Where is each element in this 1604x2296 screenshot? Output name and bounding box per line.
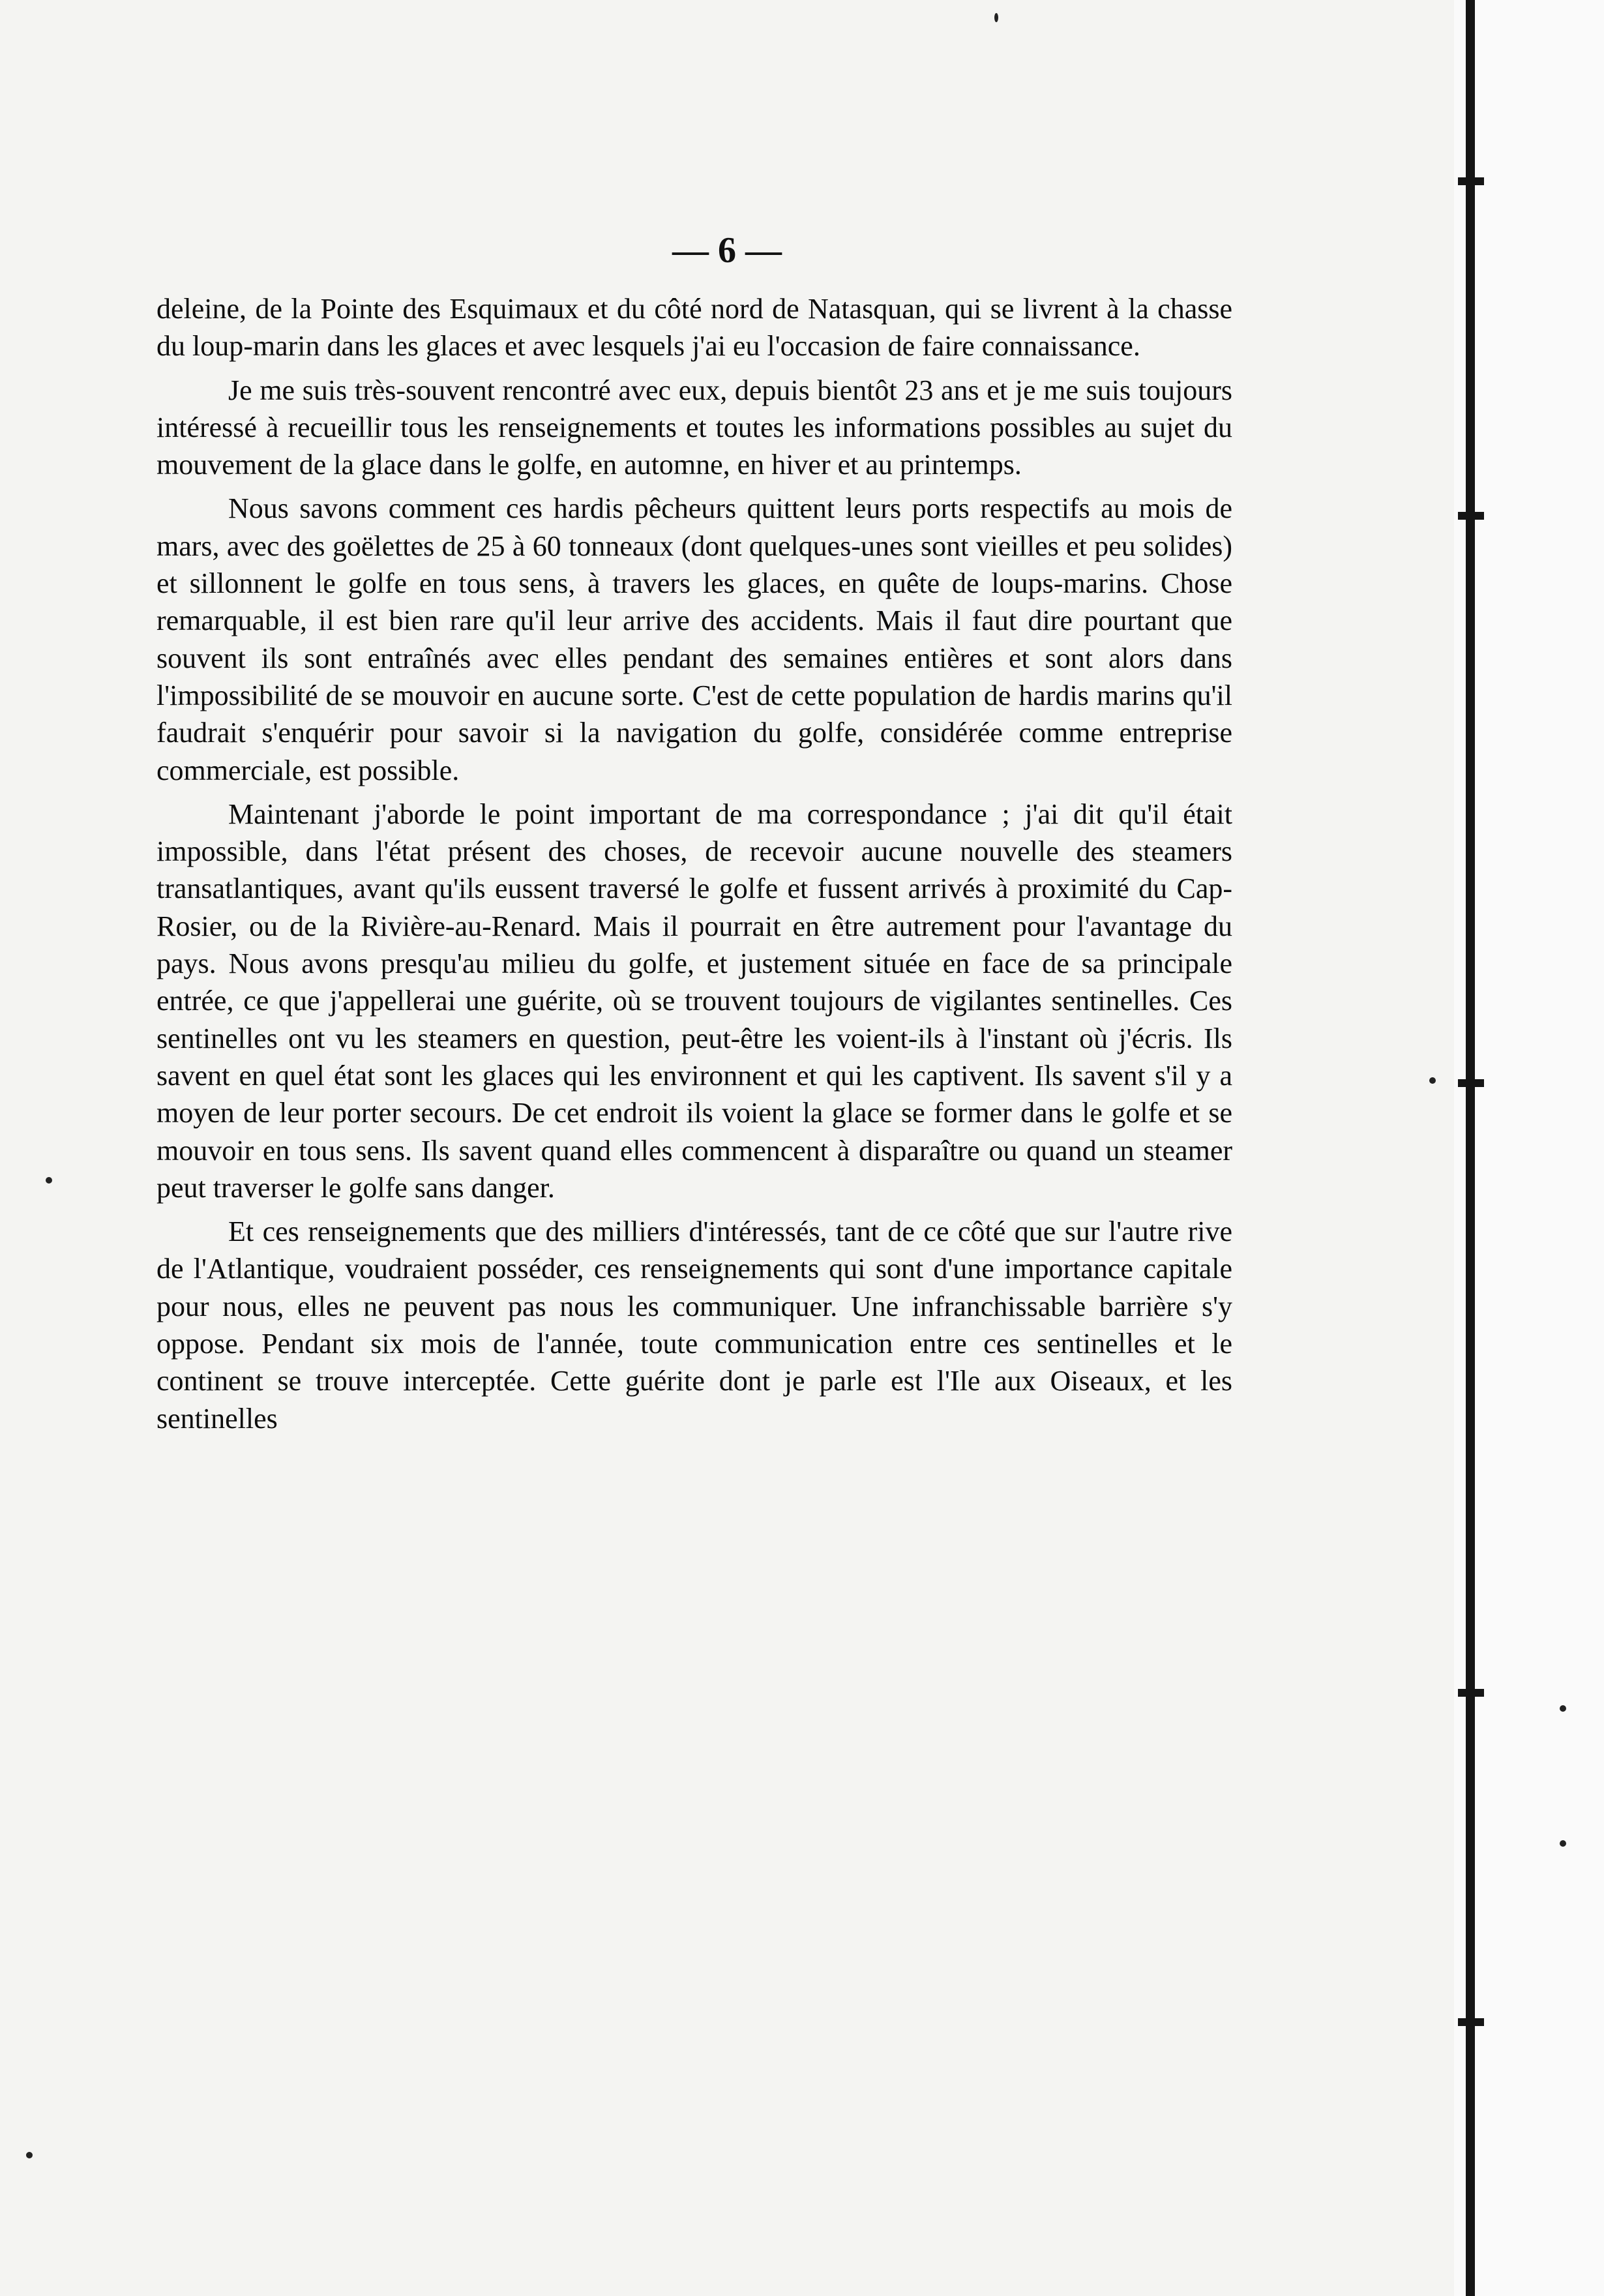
paragraph-3: Nous savons comment ces hardis pêcheurs quittent leurs ports respectifs au mois de mars, avec des goëlettes de 25 à 60 tonneaux (dont quelques-unes sont vieilles et peu solides) et sillonnent le golfe en tous sens, à travers les glaces, en quête de loups-marins. Chose remarquable, il est bien rare qu'il leur arrive des accidents. Mais il faut dire pourtant que souvent ils sont entraînés avec elles pendant des semaines entières et sont alors dans l'impossibilité de se mouvoir en aucune sorte. C'est de cette population de hardis marins qu'il faudrait s'enquérir pour savoir si la navigation du golfe, considérée comme entreprise commerciale, est possible.	[156, 492, 1232, 786]
scan-speck	[26, 2152, 33, 2158]
scan-speck	[1560, 1840, 1566, 1847]
body-text	[156, 290, 1232, 1444]
paragraph-1: deleine, de la Pointe des Esquimaux et du côté nord de Natasquan, qui se livrent à la chasse du loup-marin dans les glaces et avec lesquels j'ai eu l'occasion de faire connaissance.	[156, 293, 1232, 363]
binding-stitch	[1458, 1079, 1484, 1087]
scan-speck	[46, 1177, 52, 1184]
binding-margin	[1454, 0, 1604, 2296]
binding-stitch	[1458, 2018, 1484, 2026]
scan-speck	[1429, 1077, 1436, 1084]
scan-speck	[1560, 1705, 1566, 1712]
page-number: — 6 —	[672, 230, 782, 271]
paragraph-5: Et ces renseignements que des milliers d'intéressés, tant de ce côté que sur l'autre rive de l'Atlantique, voudraient posséder, ces renseignements qui sont d'une importance capitale pour nous, elles ne peuvent pas nous les communiquer. Une infranchissable barrière s'y oppose. Pendant six mois de l'année, toute communication entre ces sentinelles et le continent se trouve interceptée. Cette guérite dont je parle est l'Ile aux Oiseaux, et les sentinelles	[156, 1215, 1232, 1435]
scan-speck	[994, 13, 998, 22]
binding-stitch	[1458, 512, 1484, 520]
paragraph-4: Maintenant j'aborde le point important de ma correspondance ; j'ai dit qu'il était impossible, dans l'état présent des choses, de recevoir aucune nouvelle des steamers transatlantiques, avant qu'ils eussent traversé le golfe et fussent arrivés à proximité du Cap-Rosier, ou de la Rivière-au-Renard. Mais il pourrait en être autrement pour l'avantage du pays. Nous avons presqu'au milieu du golfe, et justement située en face de sa principale entrée, ce que j'appellerai une guérite, où se trouvent toujours de vigilantes sentinelles. Ces sentinelles ont vu les steamers en question, peut-être les voient-ils à l'instant où j'écris. Ils savent en quel état sont les glaces qui les environnent et qui les captivent. Ils savent s'il y a moyen de leur porter secours. De cet endroit ils voient la glace se former dans le golfe et se mouvoir en tous sens. Ils savent quand elles commencent à disparaître ou quand un steamer peut traverser le golfe sans danger.	[156, 798, 1232, 1204]
binding-stitch	[1458, 1689, 1484, 1697]
binding-stitch	[1458, 177, 1484, 185]
paragraph-2: Je me suis très-souvent rencontré avec eux, depuis bientôt 23 ans et je me suis toujours intéressé à recueillir tous les renseignements et toutes les informations possibles au sujet du mouvement de la glace dans le golfe, en automne, en hiver et au printemps.	[156, 374, 1232, 481]
binding-thread	[1466, 0, 1475, 2296]
